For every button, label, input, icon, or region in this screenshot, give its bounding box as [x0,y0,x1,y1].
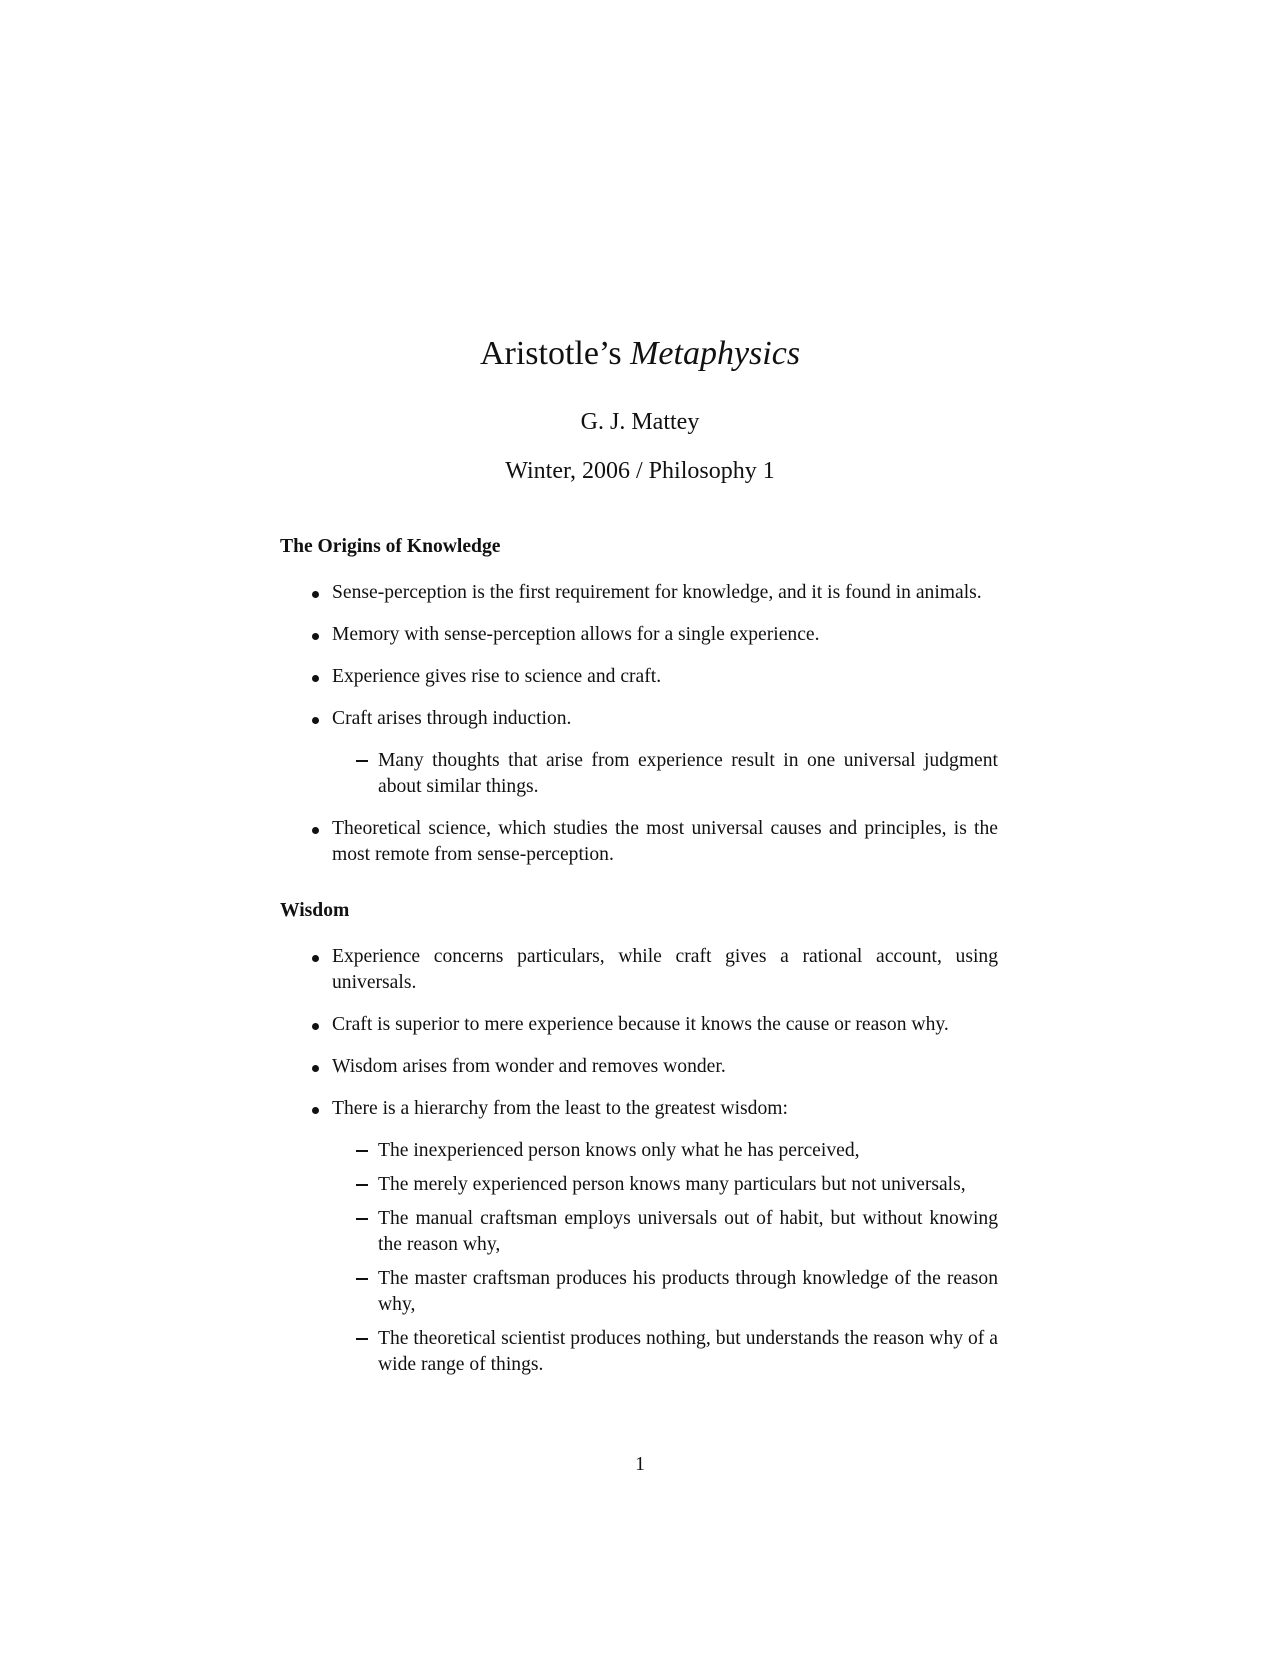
list-item-text: Experience concerns particulars, while craft gives a rational account, using universals. [332,946,998,993]
title-italic: Metaphysics [630,335,801,372]
bullet-icon [312,675,319,682]
title-prefix: Aristotle’s [479,335,631,372]
list-item-text: Wisdom arises from wonder and removes wonder. [332,1056,726,1077]
document-author: G. J. Mattey [580,409,700,435]
sub-list-item-text: The master craftsman produces his products through knowledge of the reason why, [378,1268,998,1315]
list-item-text: Craft is superior to mere experience because it knows the cause or reason why. [332,1014,949,1035]
sub-list-item [332,1138,998,1164]
bullet-icon [312,955,319,962]
section-heading: Wisdom [280,900,350,921]
list-item [280,816,998,868]
list-item [280,1096,998,1378]
sub-list-item-text: The manual craftsman employs universals out of habit, but without knowing the reason why, [378,1208,998,1255]
sub-list-item-text: The theoretical scientist produces nothing, but understands the reason why of a wide range of things. [378,1328,998,1375]
section-heading: The Origins of Knowledge [280,536,501,557]
dash-icon [356,1278,368,1280]
list-item [280,1012,998,1038]
list-item-text: There is a hierarchy from the least to the greatest wisdom: [332,1098,788,1119]
bullet-icon [312,717,319,724]
list-item [280,580,998,606]
bullet-icon [312,1023,319,1030]
list-item-text: Sense-perception is the first requirement for knowledge, and it is found in animals. [332,582,982,603]
sub-list-item [332,748,998,800]
sub-list [332,1138,998,1378]
sub-list-item [332,1326,998,1378]
list-item-text: Memory with sense-perception allows for a single experience. [332,624,820,645]
dash-icon [356,1218,368,1220]
list-item [280,944,998,996]
sub-list-item-text: Many thoughts that arise from experience result in one universal judgment about similar things. [378,750,998,797]
document-title [0,334,1280,374]
document-course: Winter, 2006 / Philosophy 1 [505,458,775,484]
list-item-text: Theoretical science, which studies the most universal causes and principles, is the most remote from sense-perception. [332,818,998,865]
bullet-icon [312,1065,319,1072]
list-item [280,706,998,800]
dash-icon [356,760,368,762]
sub-list-item [332,1206,998,1258]
list-item [280,1054,998,1080]
bullet-icon [312,633,319,640]
bullet-icon [312,591,319,598]
list-item-text: Experience gives rise to science and craft. [332,666,662,687]
document-body [280,534,998,1394]
sub-list-item [332,1172,998,1198]
list-item [280,622,998,648]
sub-list-item-text: The merely experienced person knows many particulars but not universals, [378,1174,966,1195]
dash-icon [356,1338,368,1340]
page-number: 1 [635,1454,645,1475]
bullet-icon [312,1107,319,1114]
dash-icon [356,1184,368,1186]
sub-list-item [332,1266,998,1318]
bullet-list [280,580,998,868]
list-item [280,664,998,690]
sub-list-item-text: The inexperienced person knows only what he has perceived, [378,1140,860,1161]
list-item-text: Craft arises through induction. [332,708,572,729]
bullet-list [280,944,998,1378]
dash-icon [356,1150,368,1152]
bullet-icon [312,827,319,834]
sub-list [332,748,998,800]
